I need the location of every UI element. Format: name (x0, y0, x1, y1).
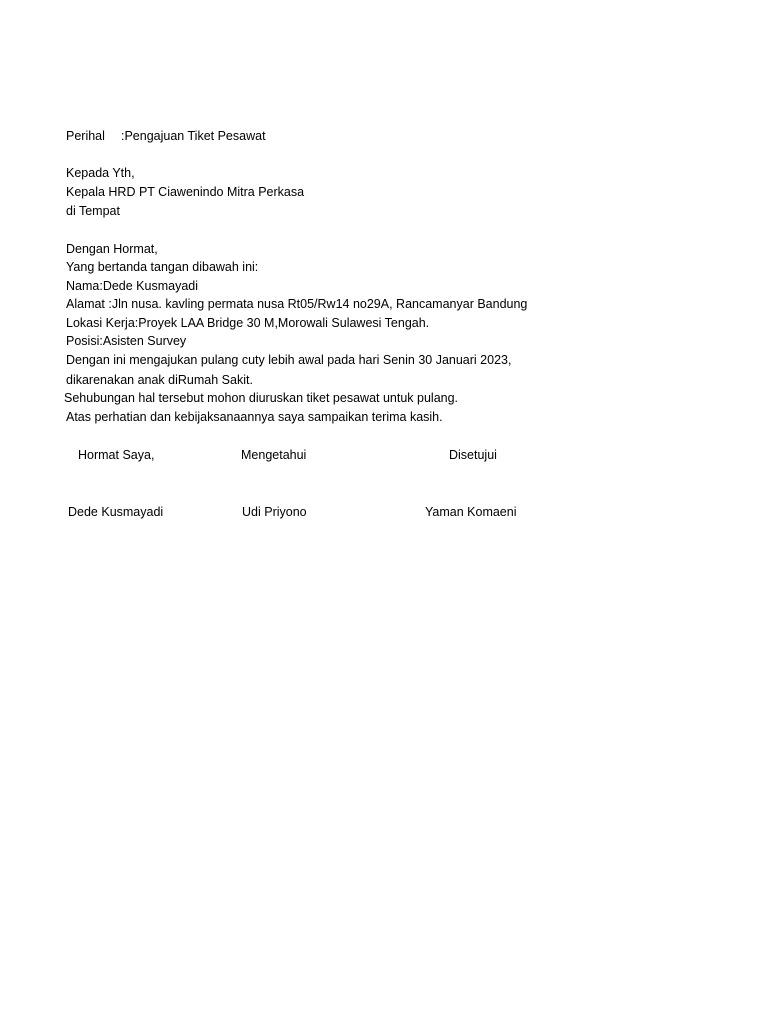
recipient-position: Kepala HRD PT Ciawenindo Mitra Perkasa (66, 185, 305, 199)
signature-heading-acknowledged: Mengetahui (241, 448, 307, 462)
request-line: Dengan ini mengajukan pulang cuty lebih awal pada hari Senin 30 Januari 2023, (66, 353, 512, 367)
work-location-line: Lokasi Kerja:Proyek LAA Bridge 30 M,Morowali Sulawesi Tengah. (66, 316, 430, 330)
address-line: Alamat :Jln nusa. kavling permata nusa Rt05/Rw14 no29A, Rancamanyar Bandung (66, 297, 528, 311)
position-line: Posisi:Asisten Survey (66, 334, 187, 348)
intro-line: Yang bertanda tangan dibawah ini: (66, 260, 259, 274)
signature-heading-approved: Disetujui (449, 448, 497, 462)
signature-heading-sender: Hormat Saya, (78, 448, 155, 462)
recipient-place: di Tempat (66, 204, 120, 218)
recipient-greeting: Kepada Yth, (66, 166, 135, 180)
name-line: Nama:Dede Kusmayadi (66, 279, 199, 293)
subject-value: :Pengajuan Tiket Pesawat (121, 129, 266, 143)
salutation: Dengan Hormat, (66, 242, 158, 256)
reason-line: dikarenakan anak diRumah Sakit. (66, 373, 253, 387)
follow-up-line: Sehubungan hal tersebut mohon diuruskan tiket pesawat untuk pulang. (64, 391, 459, 405)
subject-label: Perihal (66, 129, 105, 143)
closing-line: Atas perhatian dan kebijaksanaannya saya sampaikan terima kasih. (66, 410, 443, 424)
signature-name-sender: Dede Kusmayadi (68, 505, 164, 519)
signature-name-acknowledged: Udi Priyono (242, 505, 307, 519)
signature-name-approved: Yaman Komaeni (425, 505, 517, 519)
